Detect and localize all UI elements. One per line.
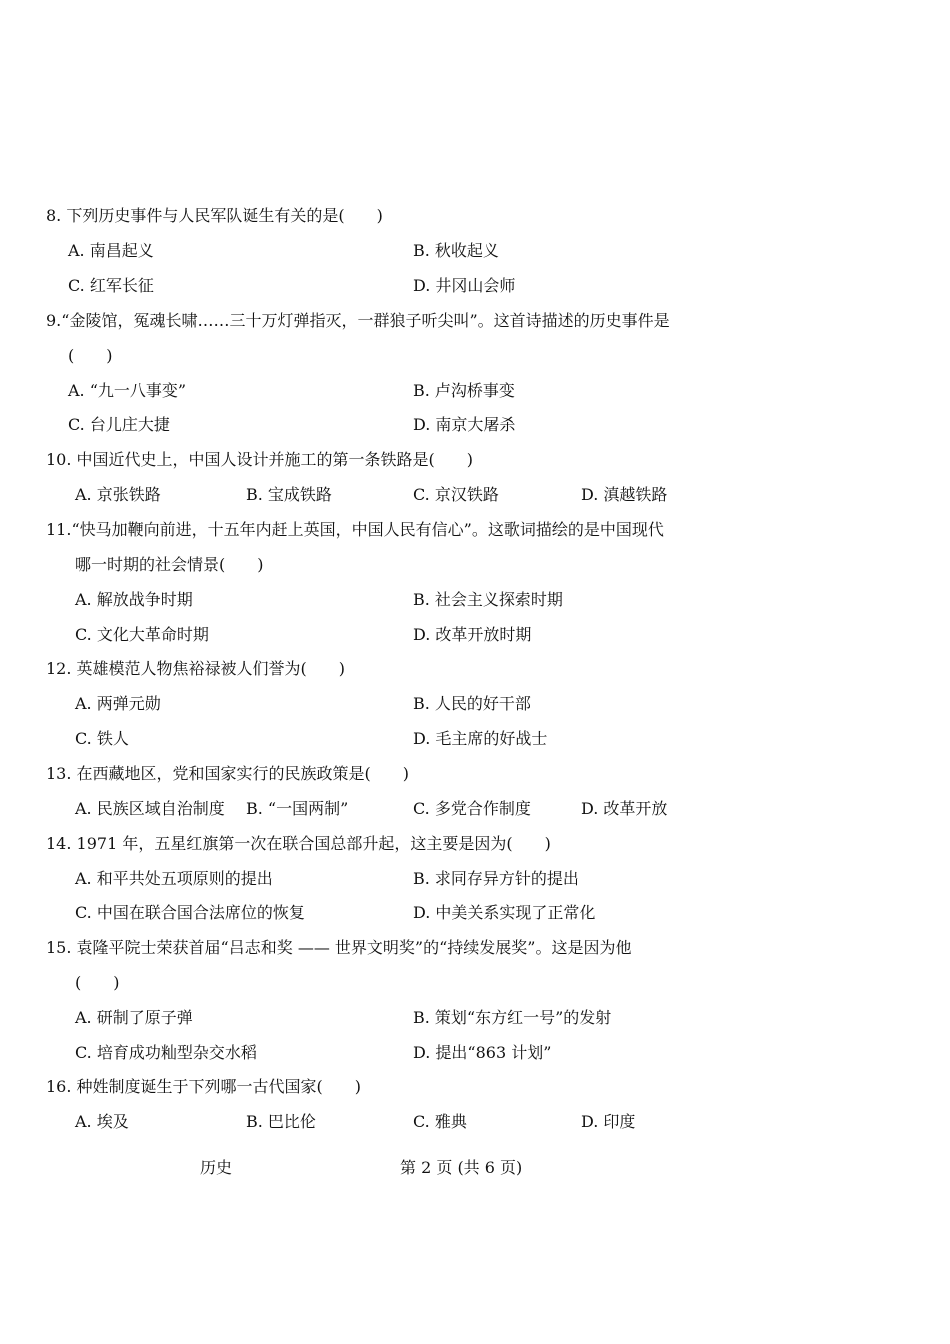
question-12-option-b: B. 人民的好干部 xyxy=(413,694,531,713)
question-13-option-c: C. 多党合作制度 xyxy=(413,799,531,818)
question-13-option-b: B. “一国两制” xyxy=(246,799,349,818)
question-11-stem-line-2: 哪一时期的社会情景( ) xyxy=(75,555,264,574)
question-9-option-a: A. “九一八事变” xyxy=(68,381,187,400)
footer-page-number: 第 2 页 (共 6 页) xyxy=(400,1158,523,1177)
question-14-option-d: D. 中美关系实现了正常化 xyxy=(413,903,596,922)
question-12-option-a: A. 两弹元勋 xyxy=(75,694,161,713)
question-8-option-d: D. 井冈山会师 xyxy=(413,276,516,295)
question-11-option-b: B. 社会主义探索时期 xyxy=(413,590,563,609)
question-15-option-d: D. 提出“863 计划” xyxy=(413,1043,552,1062)
question-9-stem-line-2: ( ) xyxy=(68,346,113,365)
question-16-option-d: D. 印度 xyxy=(581,1112,636,1131)
question-10-option-c: C. 京汉铁路 xyxy=(413,485,499,504)
question-14-option-c: C. 中国在联合国合法席位的恢复 xyxy=(75,903,305,922)
question-12-option-d: D. 毛主席的好战士 xyxy=(413,729,548,748)
question-16-option-a: A. 埃及 xyxy=(75,1112,129,1131)
question-13-stem: 13. 在西藏地区，党和国家实行的民族政策是( ) xyxy=(46,764,410,783)
question-9-option-d: D. 南京大屠杀 xyxy=(413,415,516,434)
question-13-option-a: A. 民族区域自治制度 xyxy=(75,799,225,818)
question-15-option-a: A. 研制了原子弹 xyxy=(75,1008,193,1027)
question-10-option-b: B. 宝成铁路 xyxy=(246,485,332,504)
question-15-stem: 15. 袁隆平院士荣获首届“吕志和奖 —— 世界文明奖”的“持续发展奖”。这是因为他 xyxy=(46,938,632,957)
question-13-option-d: D. 改革开放 xyxy=(581,799,668,818)
question-12-stem: 12. 英雄模范人物焦裕禄被人们誉为( ) xyxy=(46,659,346,678)
question-11-stem: 11.“快马加鞭向前进，十五年内赶上英国，中国人民有信心”。这歌词描绘的是中国现代 xyxy=(46,520,664,539)
question-9-option-b: B. 卢沟桥事变 xyxy=(413,381,515,400)
question-16-option-b: B. 巴比伦 xyxy=(246,1112,316,1131)
question-11-option-d: D. 改革开放时期 xyxy=(413,625,532,644)
question-15-option-c: C. 培育成功籼型杂交水稻 xyxy=(75,1043,257,1062)
question-9-stem: 9.“金陵馆，冤魂长啸……三十万灯弹指灭，一群狼子听尖叫”。这首诗描述的历史事件是 xyxy=(46,311,670,330)
question-10-option-a: A. 京张铁路 xyxy=(75,485,161,504)
question-10-option-d: D. 滇越铁路 xyxy=(581,485,668,504)
question-16-option-c: C. 雅典 xyxy=(413,1112,467,1131)
question-14-option-b: B. 求同存异方针的提出 xyxy=(413,869,579,888)
question-14-option-a: A. 和平共处五项原则的提出 xyxy=(75,869,273,888)
question-9-option-c: C. 台儿庄大捷 xyxy=(68,415,170,434)
question-15-stem-line-2: ( ) xyxy=(75,973,120,992)
question-11-option-c: C. 文化大革命时期 xyxy=(75,625,209,644)
question-11-option-a: A. 解放战争时期 xyxy=(75,590,193,609)
question-8-option-c: C. 红军长征 xyxy=(68,276,154,295)
question-8-stem: 8. 下列历史事件与人民军队诞生有关的是( ) xyxy=(46,206,383,225)
question-12-option-c: C. 铁人 xyxy=(75,729,129,748)
question-14-stem: 14. 1971 年，五星红旗第一次在联合国总部升起，这主要是因为( ) xyxy=(46,834,551,853)
question-8-option-b: B. 秋收起义 xyxy=(413,241,499,260)
question-8-option-a: A. 南昌起义 xyxy=(68,241,154,260)
footer-subject: 历史 xyxy=(200,1158,233,1177)
question-15-option-b: B. 策划“东方红一号”的发射 xyxy=(413,1008,612,1027)
question-16-stem: 16. 种姓制度诞生于下列哪一古代国家( ) xyxy=(46,1077,362,1096)
question-10-stem: 10. 中国近代史上，中国人设计并施工的第一条铁路是( ) xyxy=(46,450,474,469)
